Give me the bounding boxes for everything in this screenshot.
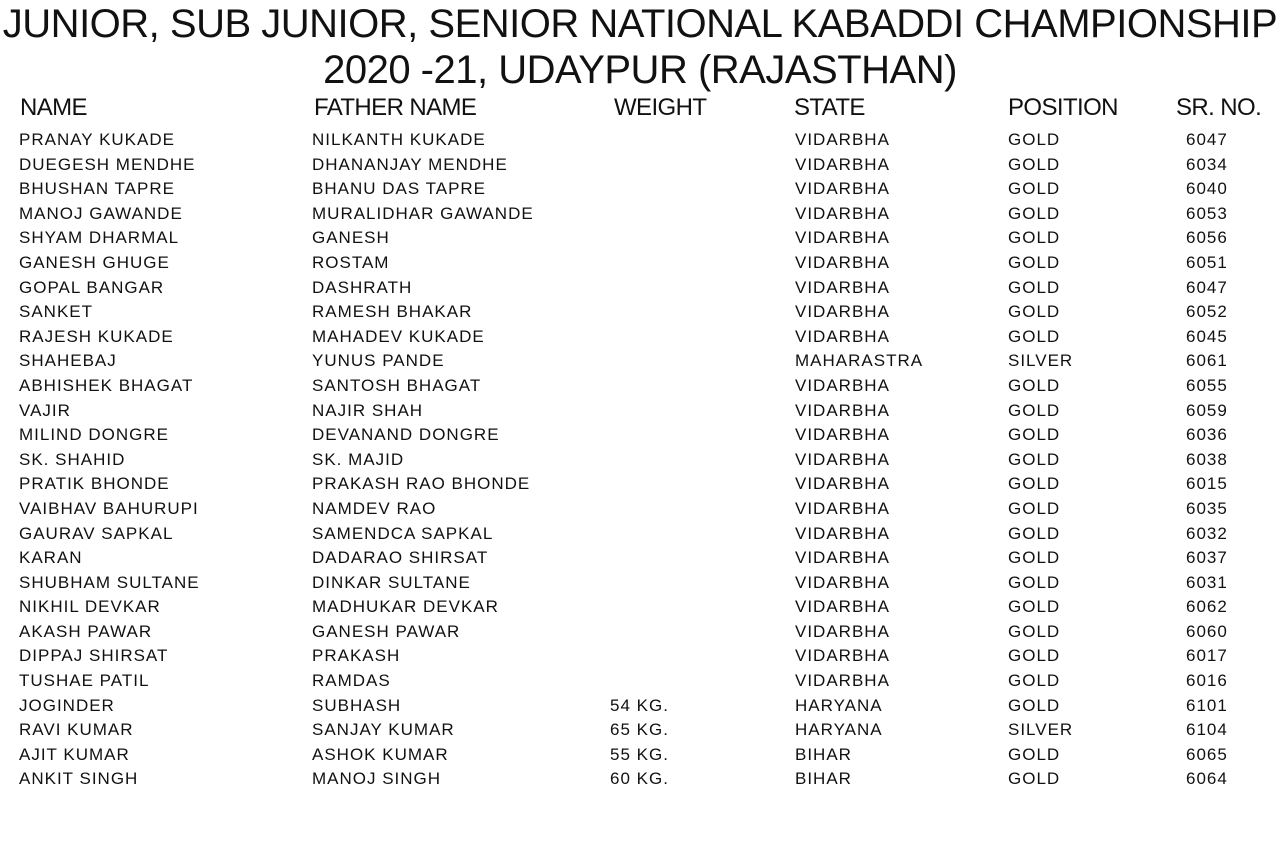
cell-position: GOLD [1008,252,1061,272]
cell-state: VIDARBHA [795,425,890,445]
cell-position: GOLD [1008,179,1061,199]
cell-sr-no: 6017 [1186,646,1228,666]
cell-name: KARAN [19,548,83,568]
cell-father-name: YUNUS PANDE [312,351,445,371]
cell-name: RAJESH KUKADE [19,326,174,346]
cell-father-name: DINKAR SULTANE [312,572,471,592]
cell-position: GOLD [1008,449,1061,469]
table-row [0,251,1280,276]
table-row [0,325,1280,350]
cell-position: GOLD [1008,621,1061,641]
cell-position: GOLD [1008,277,1061,297]
table-row [0,300,1280,325]
cell-sr-no: 6059 [1186,400,1228,420]
cell-state: VIDARBHA [795,449,890,469]
cell-name: VAIBHAV BAHURUPI [19,498,199,518]
cell-name: DUEGESH MENDHE [19,154,196,174]
header-sr-no: SR. NO. [1176,94,1262,121]
cell-state: HARYANA [795,720,883,740]
cell-father-name: RAMESH BHAKAR [312,302,473,322]
cell-name: BHUSHAN TAPRE [19,179,175,199]
cell-name: SHUBHAM SULTANE [19,572,200,592]
cell-father-name: GANESH PAWAR [312,621,461,641]
cell-position: GOLD [1008,769,1061,789]
cell-sr-no: 6037 [1186,548,1228,568]
cell-sr-no: 6016 [1186,671,1228,691]
cell-name: JOGINDER [19,695,115,715]
table-row [0,669,1280,694]
cell-position: GOLD [1008,671,1061,691]
cell-weight: 55 KG. [610,744,669,764]
title-line-2: 2020 -21, UDAYPUR (RAJASTHAN) [323,48,957,92]
cell-name: ABHISHEK BHAGAT [19,375,194,395]
cell-state: VIDARBHA [795,252,890,272]
cell-position: GOLD [1008,646,1061,666]
cell-state: VIDARBHA [795,203,890,223]
cell-name: MILIND DONGRE [19,425,169,445]
cell-name: GAURAV SAPKAL [19,523,174,543]
cell-position: GOLD [1008,302,1061,322]
table-row [0,202,1280,227]
cell-name: GOPAL BANGAR [19,277,165,297]
cell-name: MANOJ GAWANDE [19,203,183,223]
cell-sr-no: 6035 [1186,498,1228,518]
cell-name: TUSHAE PATIL [19,671,150,691]
cell-father-name: ASHOK KUMAR [312,744,449,764]
cell-state: HARYANA [795,695,883,715]
table-row [0,644,1280,669]
cell-sr-no: 6055 [1186,375,1228,395]
cell-sr-no: 6032 [1186,523,1228,543]
cell-father-name: NILKANTH KUKADE [312,130,486,149]
table-row [0,694,1280,719]
cell-sr-no: 6038 [1186,449,1228,469]
table-row [0,595,1280,620]
cell-sr-no: 6015 [1186,474,1228,494]
cell-state: BIHAR [795,744,852,764]
cell-sr-no: 6053 [1186,203,1228,223]
cell-sr-no: 6036 [1186,425,1228,445]
table-row [0,620,1280,645]
table-row [0,128,1280,153]
cell-state: VIDARBHA [795,179,890,199]
cell-sr-no: 6051 [1186,252,1228,272]
cell-father-name: PRAKASH RAO BHONDE [312,474,531,494]
table-row [0,472,1280,497]
cell-state: VIDARBHA [795,548,890,568]
cell-state: VIDARBHA [795,326,890,346]
cell-name: VAJIR [19,400,71,420]
header-state: STATE [794,94,865,121]
cell-state: VIDARBHA [795,572,890,592]
table-row [0,226,1280,251]
cell-position: GOLD [1008,400,1061,420]
cell-father-name: MURALIDHAR GAWANDE [312,203,534,223]
cell-father-name: DADARAO SHIRSAT [312,548,489,568]
cell-state: VIDARBHA [795,302,890,322]
cell-sr-no: 6045 [1186,326,1228,346]
cell-state: VIDARBHA [795,154,890,174]
cell-sr-no: 6047 [1186,130,1228,149]
cell-name: PRANAY KUKADE [19,130,175,149]
cell-name: PRATIK BHONDE [19,474,170,494]
cell-position: GOLD [1008,498,1061,518]
cell-position: GOLD [1008,375,1061,395]
cell-position: GOLD [1008,572,1061,592]
cell-father-name: ROSTAM [312,252,390,272]
cell-state: VIDARBHA [795,646,890,666]
cell-state: VIDARBHA [795,498,890,518]
cell-sr-no: 6104 [1186,720,1228,740]
table-row [0,767,1280,792]
cell-state: VIDARBHA [795,375,890,395]
cell-sr-no: 6052 [1186,302,1228,322]
cell-sr-no: 6062 [1186,597,1228,617]
table-row [0,153,1280,178]
table-row [0,546,1280,571]
table-row [0,718,1280,743]
table-row [0,743,1280,768]
table-row [0,497,1280,522]
cell-name: AJIT KUMAR [19,744,130,764]
cell-sr-no: 6040 [1186,179,1228,199]
cell-father-name: NAMDEV RAO [312,498,437,518]
cell-name: SHYAM DHARMAL [19,228,180,248]
cell-position: GOLD [1008,203,1061,223]
cell-sr-no: 6031 [1186,572,1228,592]
cell-name: DIPPAJ SHIRSAT [19,646,169,666]
cell-father-name: SUBHASH [312,695,402,715]
cell-sr-no: 6064 [1186,769,1228,789]
cell-position: SILVER [1008,351,1074,371]
table-row [0,522,1280,547]
cell-weight: 60 KG. [610,769,669,789]
cell-position: GOLD [1008,474,1061,494]
cell-sr-no: 6034 [1186,154,1228,174]
table-row [0,349,1280,374]
header-name: NAME [20,94,87,121]
cell-state: VIDARBHA [795,621,890,641]
table-row [0,276,1280,301]
cell-name: NIKHIL DEVKAR [19,597,161,617]
cell-name: AKASH PAWAR [19,621,153,641]
cell-state: VIDARBHA [795,400,890,420]
cell-state: VIDARBHA [795,228,890,248]
cell-state: VIDARBHA [795,671,890,691]
cell-sr-no: 6047 [1186,277,1228,297]
header-father-name: FATHER NAME [314,94,477,121]
table-row [0,399,1280,424]
cell-weight: 65 KG. [610,720,669,740]
cell-father-name: MANOJ SINGH [312,769,442,789]
cell-sr-no: 6056 [1186,228,1228,248]
table-row [0,423,1280,448]
cell-father-name: MAHADEV KUKADE [312,326,485,346]
title-line-1: JUNIOR, SUB JUNIOR, SENIOR NATIONAL KABADDI CHAMPIONSHIP [2,2,1278,46]
cell-father-name: SK. MAJID [312,449,405,469]
table-body [0,128,1280,792]
cell-name: GANESH GHUGE [19,252,170,272]
cell-state: VIDARBHA [795,130,890,149]
cell-father-name: DHANANJAY MENDHE [312,154,508,174]
cell-position: SILVER [1008,720,1074,740]
table-row [0,571,1280,596]
cell-father-name: BHANU DAS TAPRE [312,179,487,199]
cell-father-name: NAJIR SHAH [312,400,424,420]
cell-sr-no: 6060 [1186,621,1228,641]
cell-position: GOLD [1008,154,1061,174]
cell-father-name: RAMDAS [312,671,391,691]
cell-position: GOLD [1008,695,1061,715]
cell-position: GOLD [1008,130,1061,149]
cell-name: SK. SHAHID [19,449,126,469]
cell-name: RAVI KUMAR [19,720,134,740]
cell-father-name: DASHRATH [312,277,413,297]
cell-position: GOLD [1008,228,1061,248]
cell-position: GOLD [1008,425,1061,445]
cell-father-name: MADHUKAR DEVKAR [312,597,499,617]
table-row [0,177,1280,202]
table-row [0,374,1280,399]
cell-name: ANKIT SINGH [19,769,139,789]
cell-position: GOLD [1008,597,1061,617]
cell-state: VIDARBHA [795,597,890,617]
cell-name: SANKET [19,302,94,322]
cell-position: GOLD [1008,744,1061,764]
cell-sr-no: 6101 [1186,695,1228,715]
cell-father-name: GANESH [312,228,390,248]
header-weight: WEIGHT [614,94,707,121]
cell-father-name: DEVANAND DONGRE [312,425,500,445]
table-row [0,448,1280,473]
cell-father-name: SANJAY KUMAR [312,720,455,740]
cell-state: BIHAR [795,769,852,789]
cell-father-name: PRAKASH [312,646,401,666]
cell-name: SHAHEBAJ [19,351,117,371]
cell-position: GOLD [1008,523,1061,543]
cell-state: VIDARBHA [795,277,890,297]
cell-sr-no: 6061 [1186,351,1228,371]
cell-state: VIDARBHA [795,474,890,494]
cell-state: VIDARBHA [795,523,890,543]
cell-father-name: SANTOSH BHAGAT [312,375,482,395]
cell-sr-no: 6065 [1186,744,1228,764]
cell-state: MAHARASTRA [795,351,924,371]
cell-weight: 54 KG. [610,695,669,715]
cell-position: GOLD [1008,548,1061,568]
cell-position: GOLD [1008,326,1061,346]
cell-father-name: SAMENDCA SAPKAL [312,523,494,543]
table-header-row [0,94,1280,124]
header-position: POSITION [1008,94,1118,121]
